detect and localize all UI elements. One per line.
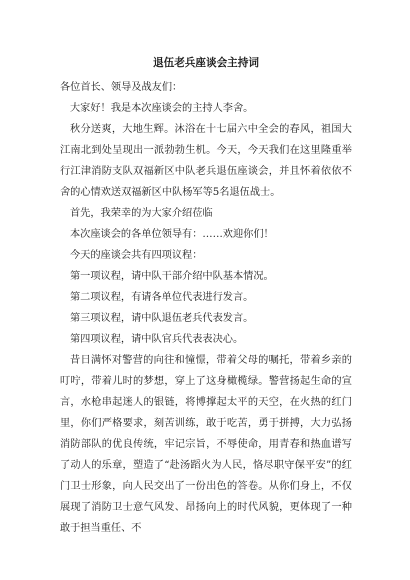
agenda-item-1: 第一项议程，请中队干部介绍中队基本情况。	[70, 271, 274, 282]
tribute-paragraph: 昔日满怀对警营的向往和憧憬，带着父母的嘱托，带着乡亲的叮咛，带着儿时的梦想，穿上了这身橄榄绿。警营扬起生命的宣言，水枪串起迷人的银链，将博撑起太平的天空，在火热的红门里，你们严格要求，刻苦训练，敢于吃苦，勇于拼搏，大力弘扬消防部队的优良传统，牢记宗旨，不辱使命，用青春和热血谱写了动人的乐章，塑造了“赴汤蹈火为人民，恪尽职守保平安”的红门卫士形象，向人民交出了一份出色的答卷。从你们身上，不仅展现了消防卫士意气风发、昂扬向上的时代风貌，更体现了一种敢于担当重任、不	[60, 355, 352, 534]
document-body	[60, 54, 352, 539]
opening-paragraph: 秋分送爽，大地生辉。沐浴在十七届六中全会的春风，祖国大江南北到处呈现出一派勃勃生机。今天，今天我们在这里隆重举行江津消防支队双福新区中队老兵退伍座谈会，并且怀着依依不舍的心情欢送双福新区中队杨军等5名退伍战士。	[60, 124, 352, 198]
introduction-paragraph: 首先，我荣幸的为大家介绍莅临	[70, 208, 213, 219]
agenda-item-2: 第二项议程，有请各单位代表进行发言。	[70, 292, 254, 303]
document-title: 退伍老兵座谈会主持词	[153, 57, 259, 69]
greeting-paragraph: 各位首长、领导及战友们：	[60, 82, 183, 93]
agenda-item-3: 第三项议程，请中队退伍老兵代表发言。	[70, 313, 254, 324]
agenda-paragraph: 今天的座谈会共有四项议程：	[70, 250, 203, 261]
agenda-item-4: 第四项议程，请中队官兵代表表决心。	[70, 334, 244, 345]
leaders-paragraph: 本次座谈会的各单位领导有：……欢迎你们！	[70, 229, 274, 240]
host-intro-paragraph: 大家好！我是本次座谈会的主持人李舍。	[70, 103, 254, 114]
